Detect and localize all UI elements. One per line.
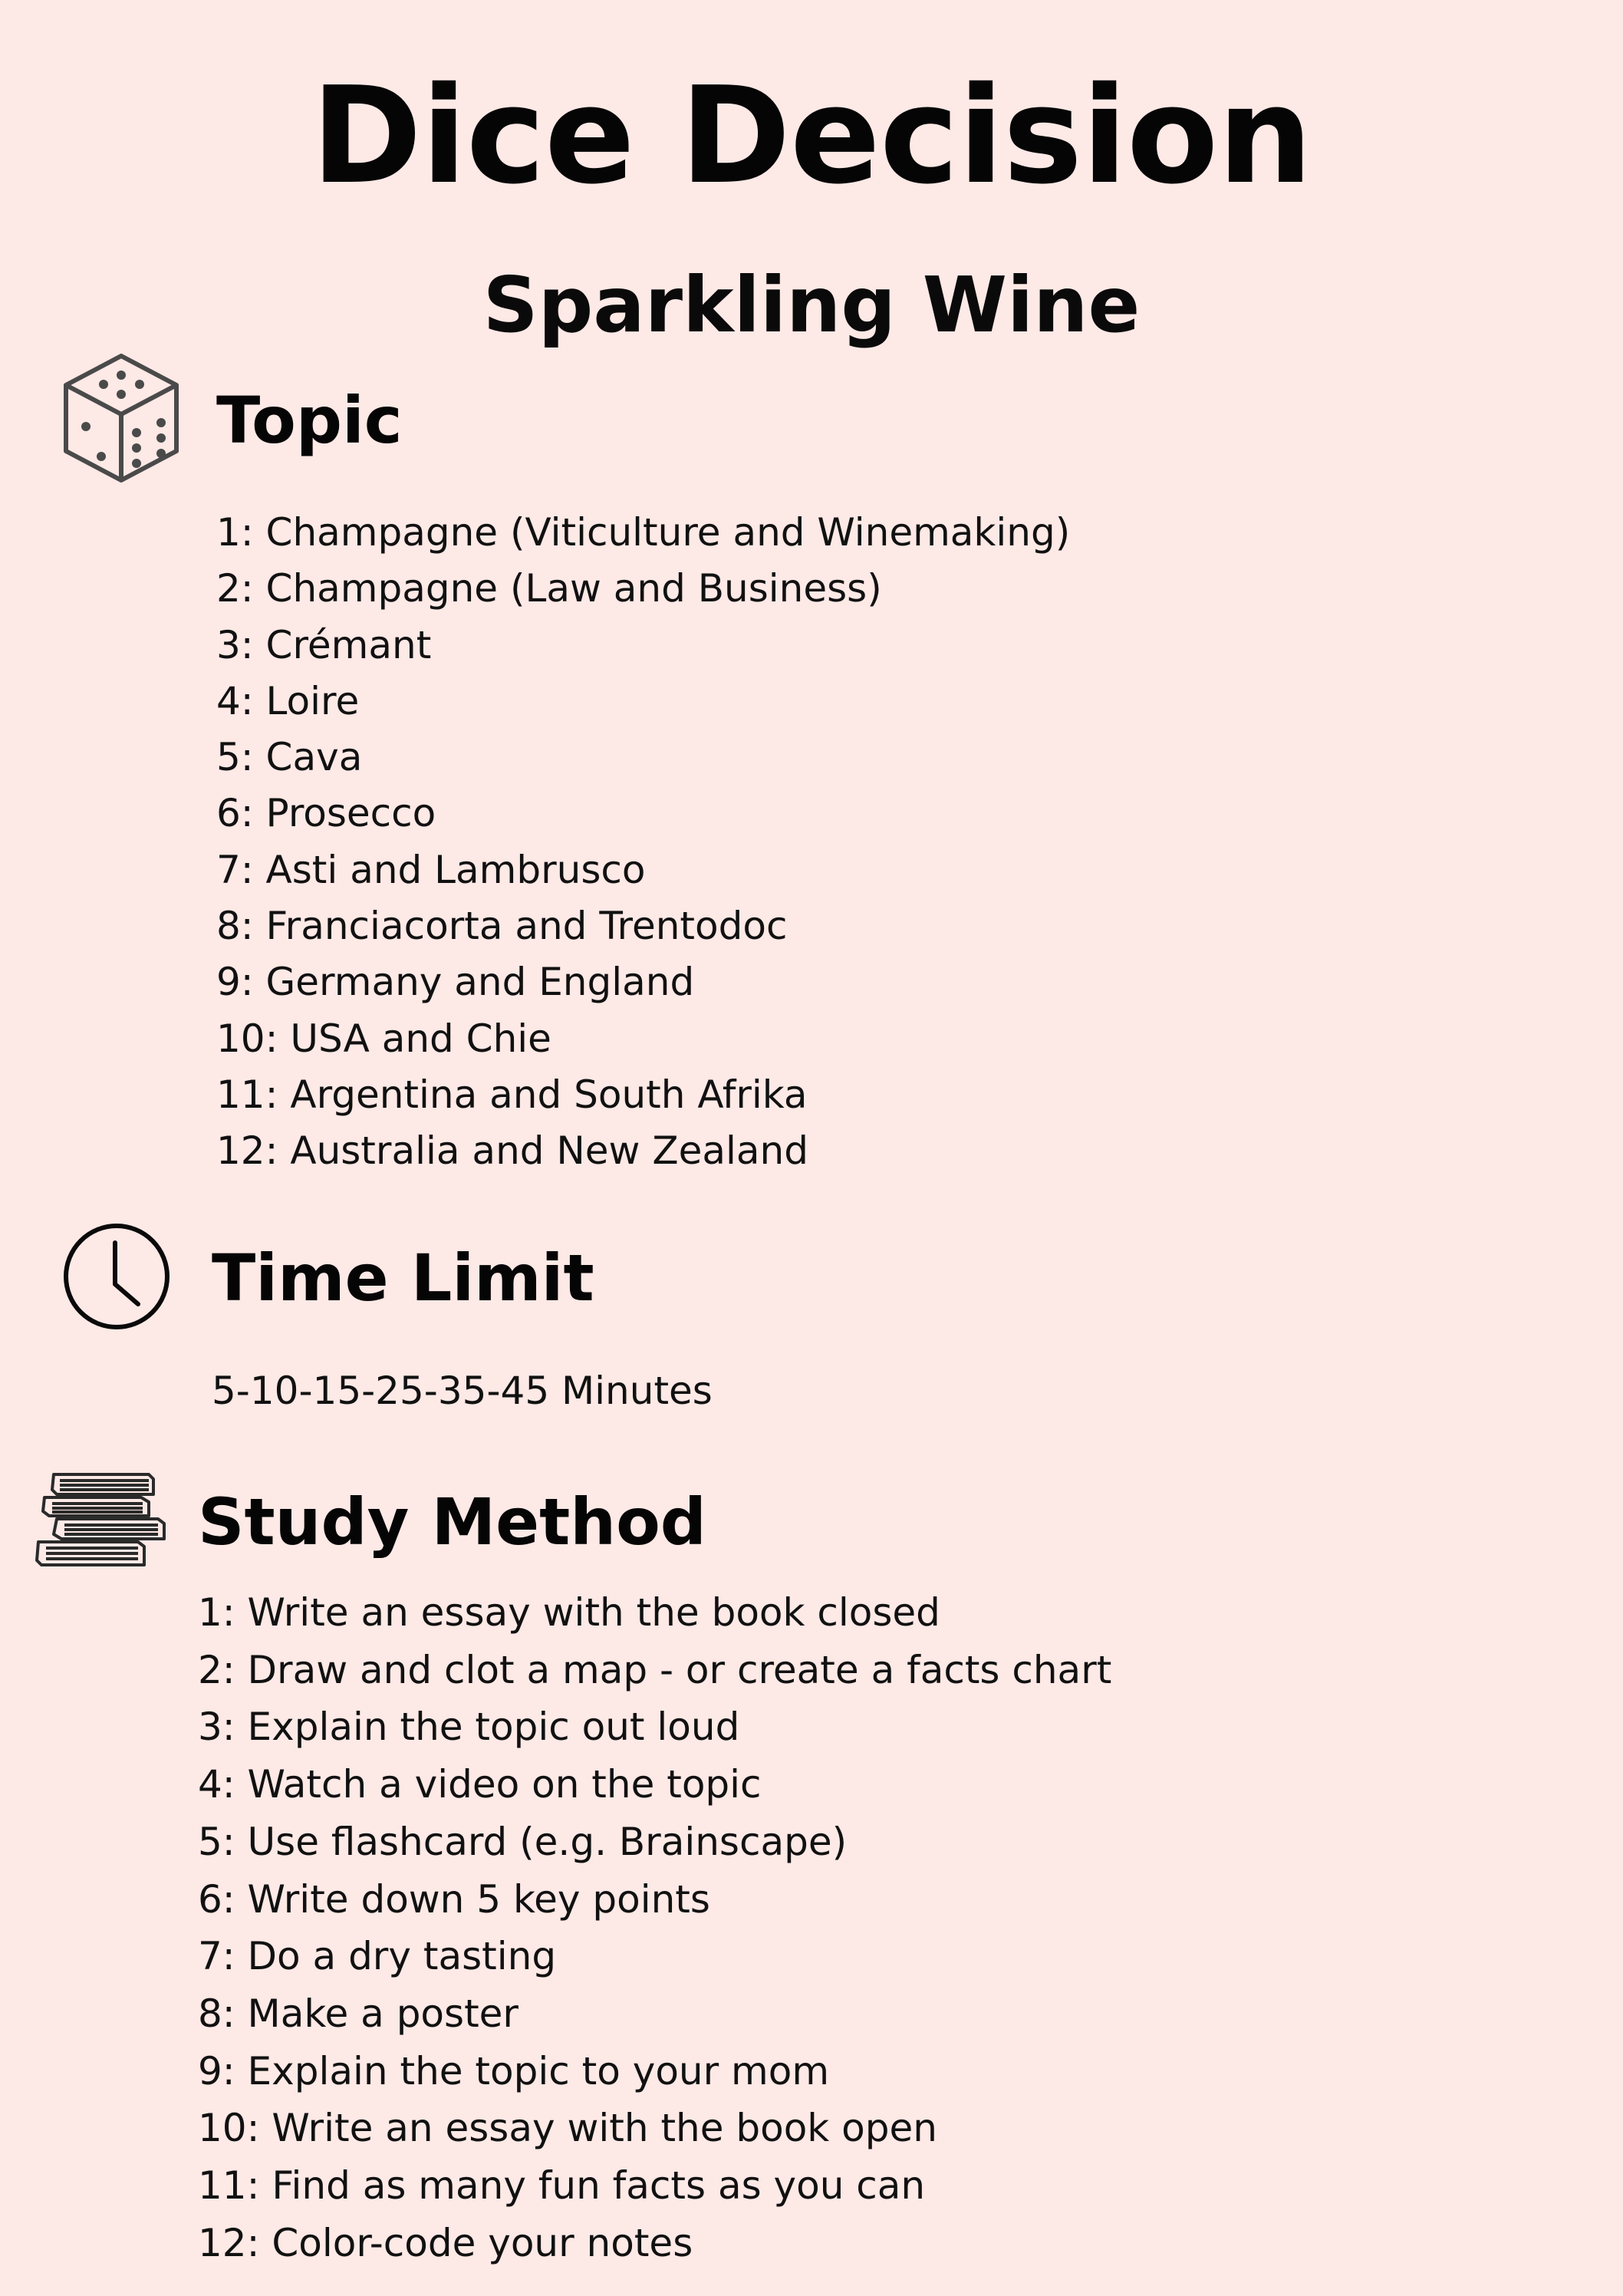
method-item-3: 3: Explain the topic out loud [198, 1705, 740, 1750]
topic-item-1: 1: Champagne (Viticulture and Winemaking) [216, 510, 1071, 555]
books-icon [34, 1468, 169, 1571]
page-title: Dice Decision [311, 58, 1312, 214]
topic-item-10: 10: USA and Chie [216, 1016, 551, 1061]
method-item-1: 1: Write an essay with the book closed [198, 1590, 940, 1635]
topic-item-7: 7: Asti and Lambrusco [216, 847, 646, 892]
topic-item-11: 11: Argentina and South Afrika [216, 1072, 808, 1117]
method-item-6: 6: Write down 5 key points [198, 1876, 710, 1922]
method-item-2: 2: Draw and clot a map - or create a facts chart [198, 1647, 1112, 1692]
topic-item-12: 12: Australia and New Zealand [216, 1128, 808, 1174]
topic-list [216, 505, 1070, 1180]
topic-item-6: 6: Prosecco [216, 791, 436, 836]
method-item-8: 8: Make a poster [198, 1991, 519, 2036]
topic-item-4: 4: Loire [216, 678, 360, 723]
topic-item-2: 2: Champagne (Law and Business) [216, 566, 882, 611]
time-limit-heading: Time Limit [212, 1240, 594, 1316]
topic-item-9: 9: Germany and England [216, 960, 695, 1005]
method-item-12: 12: Color-code your notes [198, 2220, 693, 2265]
method-item-7: 7: Do a dry tasting [198, 1934, 557, 1979]
topic-item-5: 5: Cava [216, 735, 363, 780]
study-method-list [198, 1584, 1111, 2271]
time-limit-text: 5-10-15-25-35-45 Minutes [212, 1369, 713, 1413]
dice-icon [61, 351, 181, 485]
clock-icon [61, 1221, 172, 1332]
method-item-11: 11: Find as many fun facts as you can [198, 2163, 926, 2209]
study-method-heading: Study Method [198, 1484, 706, 1560]
method-item-10: 10: Write an essay with the book open [198, 2106, 937, 2151]
method-item-5: 5: Use flashcard (e.g. Brainscape) [198, 1819, 848, 1864]
topic-item-3: 3: Crémant [216, 622, 432, 667]
topic-item-8: 8: Franciacorta and Trentodoc [216, 904, 788, 949]
topic-heading: Topic [216, 383, 403, 458]
page-subtitle: Sparkling Wine [482, 260, 1141, 350]
method-item-4: 4: Watch a video on the topic [198, 1762, 762, 1807]
method-item-9: 9: Explain the topic to your mom [198, 2048, 830, 2093]
